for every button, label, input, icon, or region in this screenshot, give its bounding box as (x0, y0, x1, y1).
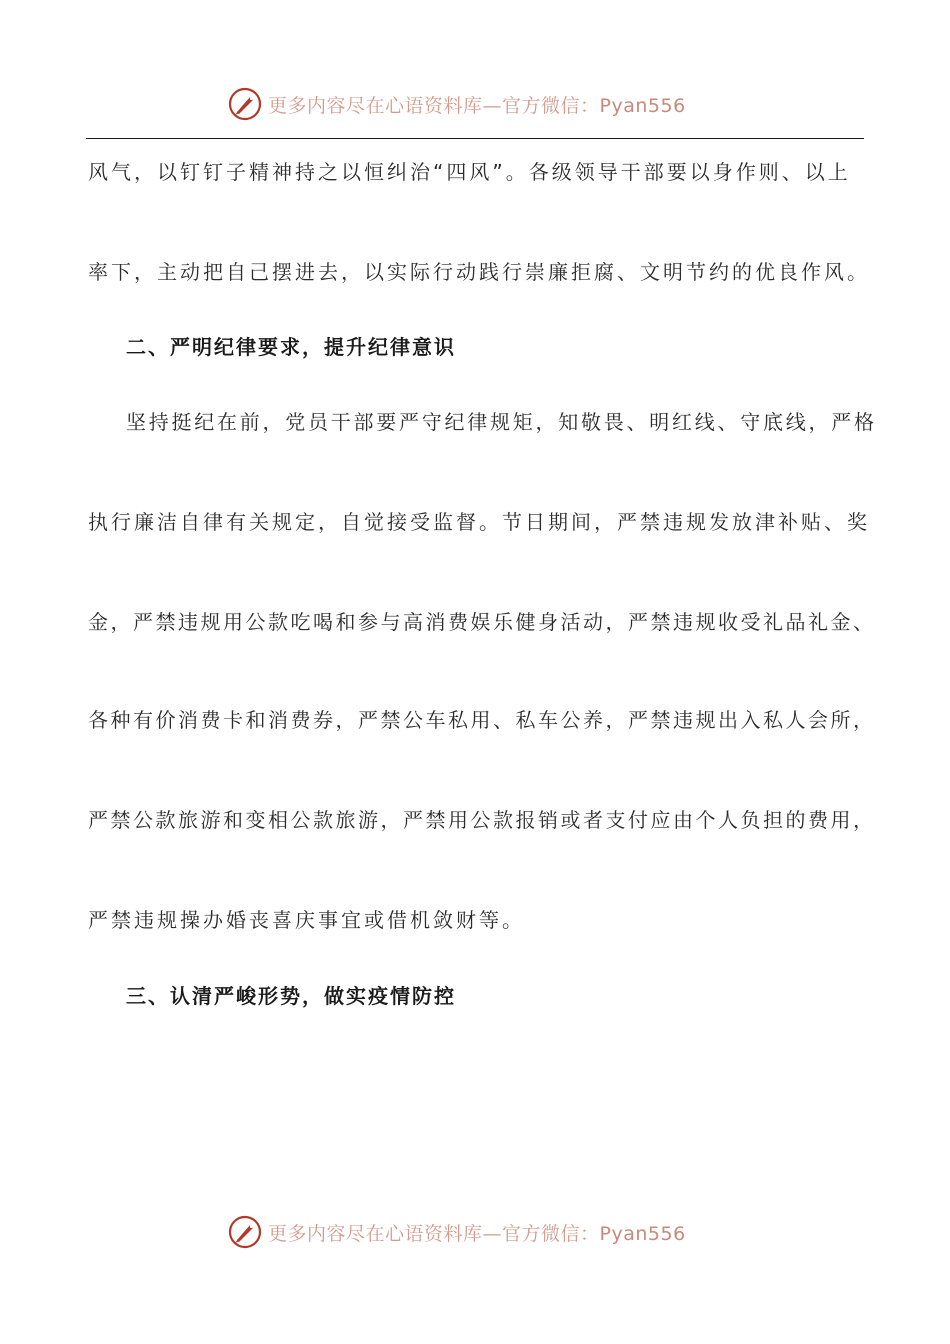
paragraph-1-line-1: 风气，以钉钉子精神持之以恒纠治“四风”。各级领导干部要以身作则、以上 (88, 160, 851, 184)
paragraph-2-line-1: 坚持挺纪在前，党员干部要严守纪律规矩，知敬畏、明红线、守底线，严格 (126, 410, 877, 434)
header-banner-label: 更多内容尽在心语资料库—官方微信： (268, 94, 600, 117)
paragraph-2-line-5: 严禁公款旅游和变相公款旅游，严禁用公款报销或者支付应由个人负担的费用， (88, 808, 876, 832)
paragraph-2-line-4: 各种有价消费卡和消费券，严禁公车私用、私车公养，严禁违规出入私人会所， (88, 708, 876, 732)
header-banner-wechat: Pyan556 (599, 94, 686, 117)
footer-banner-label: 更多内容尽在心语资料库—官方微信： (268, 1222, 600, 1245)
pen-nib-logo-icon (228, 1215, 262, 1249)
section-heading-2: 二、严明纪律要求，提升纪律意识 (126, 335, 456, 359)
footer-banner (228, 1212, 686, 1252)
paragraph-1-line-2: 率下，主动把自己摆进去，以实际行动践行崇廉拒腐、文明节约的优良作风。 (88, 260, 870, 284)
footer-banner-wechat: Pyan556 (599, 1222, 686, 1245)
section-heading-3: 三、认清严峻形势，做实疫情防控 (126, 984, 456, 1008)
footer-banner-text (268, 1219, 686, 1246)
header-banner-text (268, 91, 686, 118)
paragraph-2-line-3: 金，严禁违规用公款吃喝和参与高消费娱乐健身活动，严禁违规收受礼品礼金、 (88, 610, 876, 634)
header-banner (228, 84, 686, 124)
paragraph-2-line-2: 执行廉洁自律有关规定，自觉接受监督。节日期间，严禁违规发放津补贴、奖 (88, 510, 870, 534)
header-divider (86, 138, 864, 139)
paragraph-2-line-6: 严禁违规操办婚丧喜庆事宜或借机敛财等。 (88, 908, 525, 932)
pen-nib-logo-icon (228, 87, 262, 121)
